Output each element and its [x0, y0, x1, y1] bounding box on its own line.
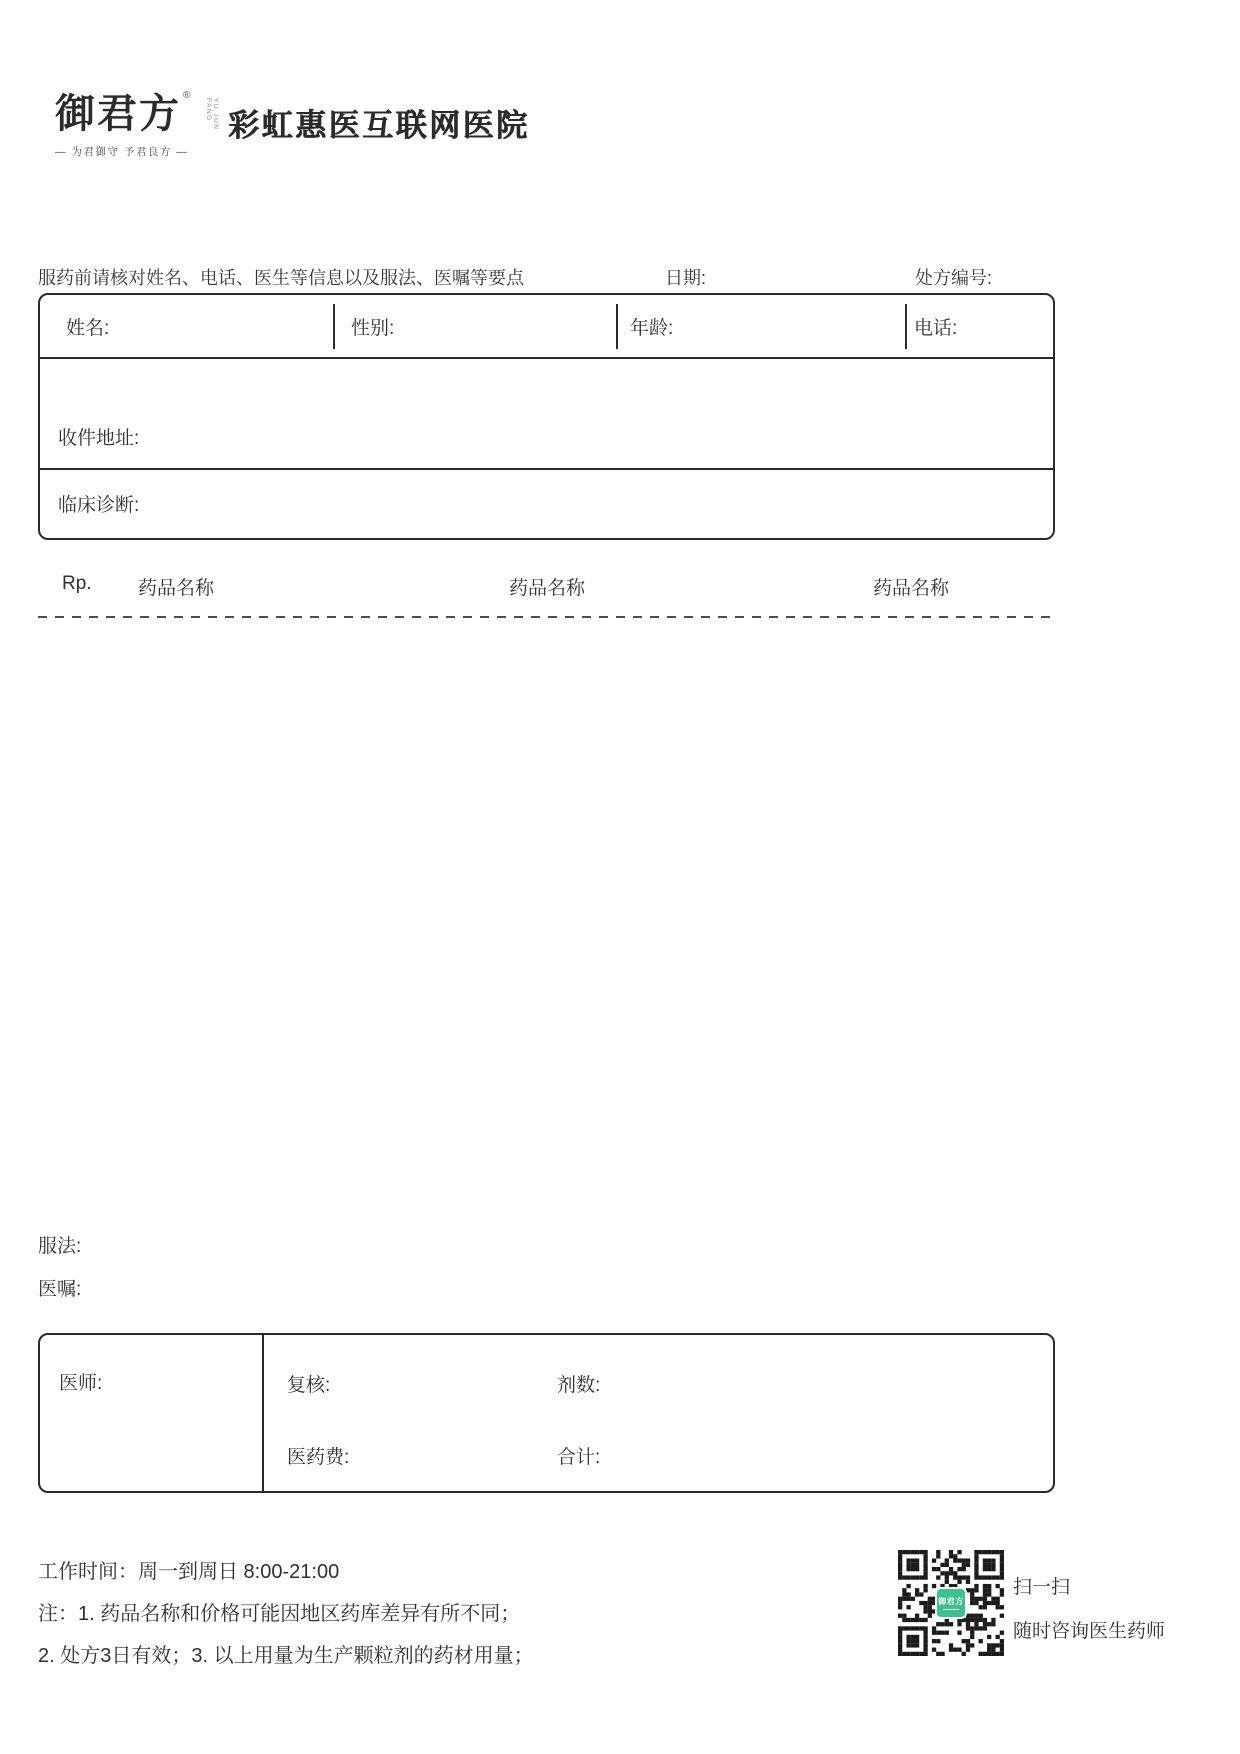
phone-label: 电话:	[914, 317, 958, 339]
diagnosis-field	[40, 470, 1053, 536]
divider	[333, 304, 335, 349]
note-line-1: 注：1. 药品名称和价格可能因地区药库差异有所不同；	[38, 1603, 521, 1625]
total-label: 合计:	[557, 1447, 601, 1468]
patient-info-box	[38, 293, 1055, 540]
rx-number-label: 处方编号:	[915, 268, 993, 288]
rp-label: Rp.	[62, 573, 92, 594]
drug-name-column-header: 药品名称	[138, 578, 215, 599]
age-field	[616, 295, 905, 357]
meta-row	[38, 264, 1055, 288]
qr-center-logo	[935, 1587, 967, 1619]
name-field	[40, 295, 333, 357]
diagnosis-label: 临床诊断:	[58, 494, 140, 516]
drug-name-column-header: 药品名称	[873, 578, 950, 599]
address-field	[40, 359, 1053, 470]
qr-code	[898, 1550, 1004, 1656]
physician-label: 医师:	[59, 1373, 103, 1394]
qr-logo-underline	[943, 1609, 959, 1610]
brand-name-latin: YU JUN FANG	[205, 98, 219, 131]
signature-right-panel	[264, 1335, 1053, 1491]
brand-tagline: — 为君御守 予君良方 —	[55, 146, 189, 158]
physician-field	[40, 1335, 264, 1491]
working-hours: 工作时间：周一到周日 8:00-21:00	[38, 1561, 340, 1583]
divider	[905, 304, 907, 349]
dashed-divider	[38, 616, 1055, 618]
footer-notes	[38, 1551, 534, 1677]
phone-field	[905, 295, 1053, 357]
qr-logo-text: 御君方	[938, 1597, 964, 1606]
medicine-fee-label: 医药费:	[287, 1447, 350, 1468]
note-line-2: 2. 处方3日有效；3. 以上用量为生产颗粒剂的药材用量；	[38, 1645, 534, 1667]
hospital-title: 彩虹惠医互联网医院	[228, 108, 530, 143]
address-label: 收件地址:	[58, 428, 140, 449]
age-label: 年龄:	[630, 317, 674, 339]
qr-caption-scan: 扫一扫	[1013, 1577, 1071, 1598]
brand-logo	[55, 90, 219, 159]
verification-notice: 服药前请核对姓名、电话、医生等信息以及服法、医嘱等要点	[38, 268, 524, 288]
divider	[616, 304, 618, 349]
registered-trademark-icon: ®	[183, 90, 191, 101]
qr-caption-consult: 随时咨询医生药师	[1013, 1621, 1166, 1642]
date-label: 日期:	[665, 268, 707, 288]
patient-row-basic	[40, 295, 1053, 359]
advice-label: 医嘱:	[38, 1279, 82, 1300]
signature-box	[38, 1333, 1055, 1493]
usage-label: 服法:	[38, 1236, 82, 1257]
brand-name: 御君方	[55, 90, 181, 137]
gender-field	[333, 295, 616, 357]
drug-name-column-header: 药品名称	[509, 578, 586, 599]
name-label: 姓名:	[66, 317, 110, 339]
review-label: 复核:	[287, 1375, 331, 1396]
gender-label: 性别:	[351, 317, 395, 339]
dose-count-label: 剂数:	[557, 1375, 601, 1396]
rx-header-row	[38, 573, 1055, 597]
